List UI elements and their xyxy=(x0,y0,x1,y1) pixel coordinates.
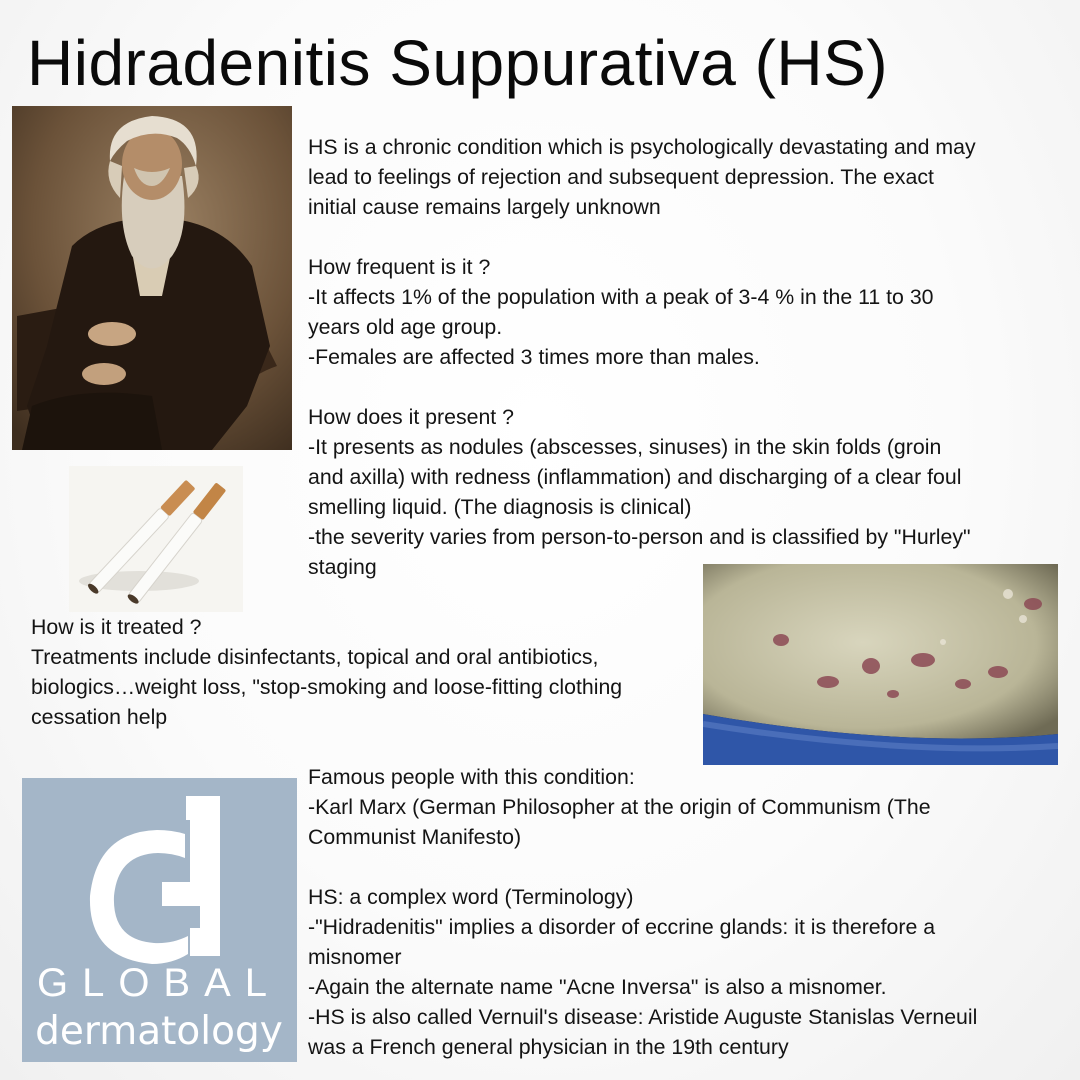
famous-line: Communist Manifesto) xyxy=(308,825,522,849)
frequency-heading: How frequent is it ? xyxy=(308,255,491,279)
intro-line: HS is a chronic condition which is psychologically devastating and may xyxy=(308,135,976,159)
famous-heading: Famous people with this condition: xyxy=(308,765,635,789)
terminology-heading: HS: a complex word (Terminology) xyxy=(308,885,634,909)
famous-terminology-section xyxy=(308,762,1063,1062)
presentation-line: smelling liquid. (The diagnosis is clinical) xyxy=(308,495,692,519)
frequency-line: -It affects 1% of the population with a peak of 3-4 % in the 11 to 30 xyxy=(308,285,934,309)
presentation-heading: How does it present ? xyxy=(308,405,514,429)
terminology-line: misnomer xyxy=(308,945,402,969)
frequency-line: -Females are affected 3 times more than males. xyxy=(308,345,760,369)
intro-section xyxy=(308,132,1068,582)
famous-line: -Karl Marx (German Philosopher at the origin of Communism (The xyxy=(308,795,931,819)
logo-word-dermatology: dermatology xyxy=(35,1009,283,1054)
terminology-line: was a French general physician in the 19th century xyxy=(308,1035,789,1059)
intro-line: lead to feelings of rejection and subsequent depression. The exact xyxy=(308,165,934,189)
terminology-line: -"Hidradenitis" implies a disorder of eccrine glands: it is therefore a xyxy=(308,915,936,939)
cigarettes-photo xyxy=(69,466,243,612)
presentation-line: and axilla) with redness (inflammation) and discharging of a clear foul xyxy=(308,465,962,489)
treatment-line: Treatments include disinfectants, topical and oral antibiotics, xyxy=(31,645,599,669)
presentation-line: -the severity varies from person-to-person and is classified by "Hurley" xyxy=(308,525,971,549)
page-title: Hidradenitis Suppurativa (HS) xyxy=(27,27,889,99)
presentation-line: -It presents as nodules (abscesses, sinuses) in the skin folds (groin xyxy=(308,435,942,459)
presentation-line: staging xyxy=(308,555,377,579)
skin-lesion-photo xyxy=(703,564,1058,765)
treatment-line: biologics…weight loss, "stop-smoking and loose-fitting clothing xyxy=(31,675,623,699)
frequency-line: years old age group. xyxy=(308,315,503,339)
treatment-heading: How is it treated ? xyxy=(31,615,202,639)
karl-marx-portrait xyxy=(12,106,292,450)
logo-word-global: GLOBAL xyxy=(36,961,282,1005)
terminology-line: -HS is also called Vernuil's disease: Aristide Auguste Stanislas Verneuil xyxy=(308,1005,978,1029)
treatment-line: cessation help xyxy=(31,705,168,729)
intro-line: initial cause remains largely unknown xyxy=(308,195,661,219)
terminology-line: -Again the alternate name "Acne Inversa" is also a misnomer. xyxy=(308,975,887,999)
global-dermatology-logo xyxy=(22,778,297,1062)
treatment-section xyxy=(31,612,701,732)
